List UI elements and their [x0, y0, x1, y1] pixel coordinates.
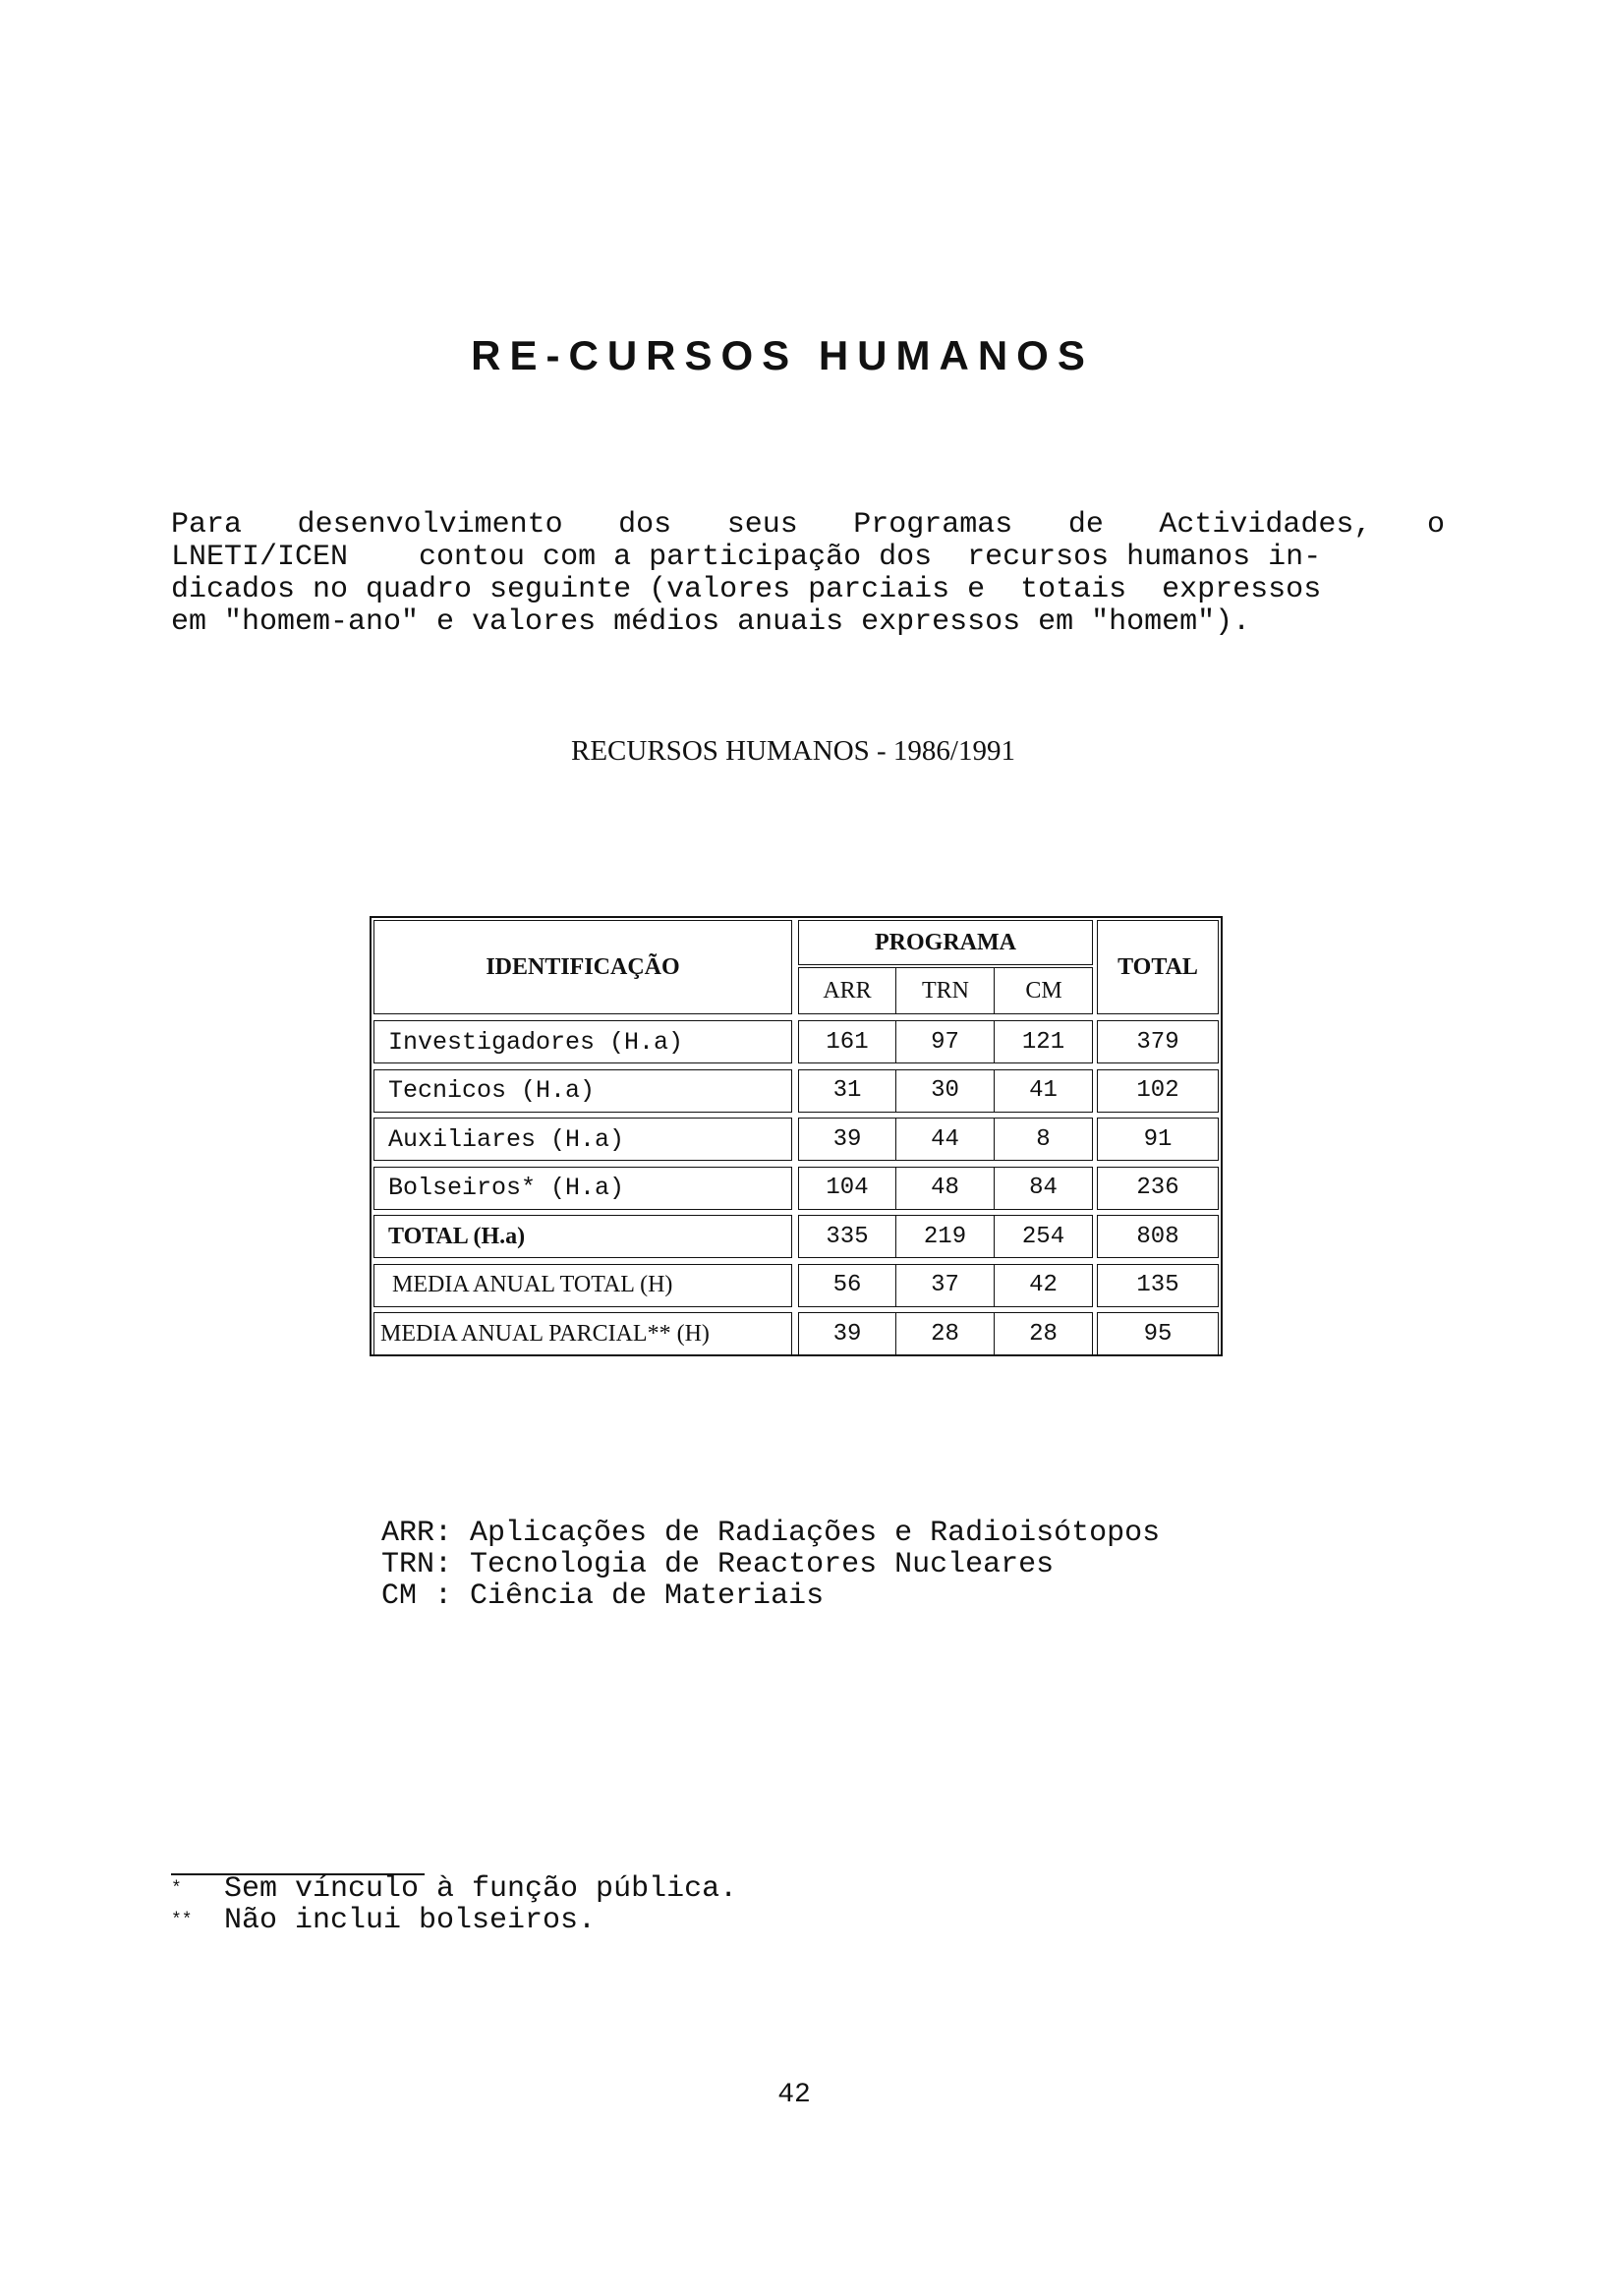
cell-trn: 30: [896, 1069, 995, 1113]
footnotes: [171, 1873, 737, 1936]
intro-paragraph: [171, 509, 1445, 639]
header-programa-subrow: [798, 967, 1093, 1014]
cell-cm: 8: [995, 1118, 1093, 1161]
cell-total: 135: [1097, 1264, 1219, 1307]
row-label: MEDIA ANUAL TOTAL (H): [373, 1264, 792, 1307]
row-label: MEDIA ANUAL PARCIAL** (H): [373, 1312, 792, 1355]
cell-arr: 39: [798, 1312, 896, 1355]
row-label: Bolseiros* (H.a): [373, 1167, 792, 1210]
cell-total: 379: [1097, 1020, 1219, 1063]
legend-item: CM : Ciência de Materiais: [381, 1579, 825, 1613]
row-label: TOTAL (H.a): [373, 1215, 792, 1258]
intro-line: dicados no quadro seguinte (valores parciais e totais expressos: [171, 573, 1322, 606]
cell-arr: 161: [798, 1020, 896, 1063]
cell-arr: 39: [798, 1118, 896, 1161]
row-label: Auxiliares (H.a): [373, 1118, 792, 1161]
footnote-text: Não inclui bolseiros.: [224, 1904, 597, 1937]
cell-cm: 121: [995, 1020, 1093, 1063]
footnote-1: [171, 1873, 737, 1905]
intro-line: em "homem-ano" e valores médios anuais expressos em "homem").: [171, 605, 1251, 639]
intro-line: Para desenvolvimento dos seus Programas de Actividades, o: [171, 508, 1445, 542]
table-caption: RECURSOS HUMANOS - 1986/1991: [571, 735, 1015, 767]
cell-cm: 254: [995, 1215, 1093, 1258]
page-title: RE-CURSOS HUMANOS: [471, 332, 1094, 378]
program-legend: [381, 1518, 1160, 1612]
cell-trn: 48: [896, 1167, 995, 1210]
footnote-mark: *: [171, 1879, 182, 1899]
table-frame: [370, 916, 1223, 1356]
cell-cm: 28: [995, 1312, 1093, 1355]
footnote-2: [171, 1905, 737, 1936]
cell-trn: 37: [896, 1264, 995, 1307]
footnote-mark: **: [171, 1911, 193, 1930]
cell-arr: 335: [798, 1215, 896, 1258]
cell-arr: 104: [798, 1167, 896, 1210]
page-number: 42: [777, 2080, 811, 2110]
header-total: TOTAL: [1097, 920, 1219, 1014]
cell-trn: 219: [896, 1215, 995, 1258]
header-identificacao: IDENTIFICAÇÃO: [373, 920, 792, 1014]
cell-cm: 42: [995, 1264, 1093, 1307]
cell-arr: 31: [798, 1069, 896, 1113]
cell-cm: 41: [995, 1069, 1093, 1113]
footnote-text: Sem vínculo à função pública.: [224, 1872, 738, 1906]
cell-total: 91: [1097, 1118, 1219, 1161]
cell-total: 808: [1097, 1215, 1219, 1258]
cell-arr: 56: [798, 1264, 896, 1307]
header-trn: TRN: [922, 977, 969, 1004]
legend-item: ARR: Aplicações de Radiações e Radioisótopos: [381, 1517, 1161, 1550]
cell-trn: 28: [896, 1312, 995, 1355]
cell-trn: 97: [896, 1020, 995, 1063]
row-label: Investigadores (H.a): [373, 1020, 792, 1063]
cell-trn: 44: [896, 1118, 995, 1161]
legend-item: TRN: Tecnologia de Reactores Nucleares: [381, 1548, 1055, 1581]
cell-total: 102: [1097, 1069, 1219, 1113]
intro-line: LNETI/ICEN contou com a participação dos recursos humanos in-: [171, 541, 1322, 574]
header-cm: CM: [1025, 977, 1062, 1004]
cell-cm: 84: [995, 1167, 1093, 1210]
cell-total: 236: [1097, 1167, 1219, 1210]
header-programa: PROGRAMA: [798, 920, 1093, 965]
row-label: Tecnicos (H.a): [373, 1069, 792, 1113]
header-arr: ARR: [823, 977, 872, 1004]
cell-total: 95: [1097, 1312, 1219, 1355]
